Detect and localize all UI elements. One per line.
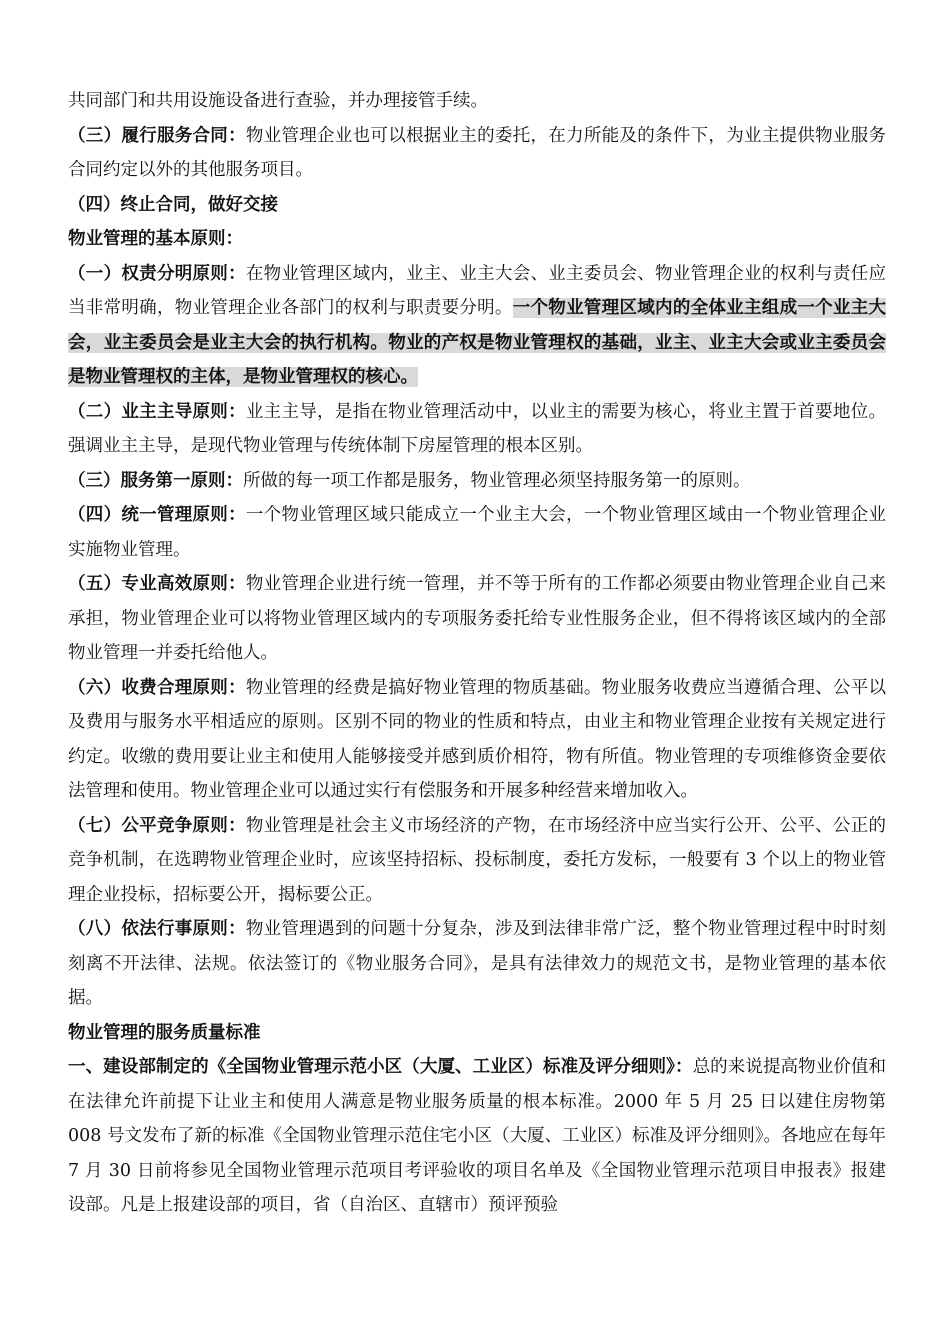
paragraph [68,498,886,567]
paragraph [68,222,886,257]
paragraph [68,912,886,1016]
text-run: 共同部门和共用设施设备进行查验，并办理接管手续。 [68,91,488,111]
highlighted-text: 一个物业管理区域内的全体业主组成一个业主大会，业主委员会是业主大会的执行机构。物业的产权是物业管理权的基础，业主、业主大会或业主委员会是物业管理权的主体，是物业管理权的核心。 [68,298,887,387]
section-title: 物业管理的基本原则： [68,229,243,249]
paragraph [68,671,886,809]
section-heading: （四）终止合同，做好交接 [68,194,278,215]
text-run: 物业管理是社会主义市场经济的产物，在市场经济中应当实行公开、公平、公正的竞争机制，在选聘物业管理企业时，应该坚持招标、投标制度，委托方发标，一般要有 3 个以上的物业管理企业投标，招标要公开，揭标要公正。 [68,815,886,905]
paragraph [68,1050,886,1223]
text-run: 物业管理企业进行统一管理，并不等于所有的工作都必须要由物业管理企业自己来承担，物业管理企业可以将物业管理区域内的专项服务委托给专业性服务企业，但不得将该区域内的全部物业管理一并委托给他人。 [68,574,886,663]
section-title: 物业管理的服务质量标准 [68,1022,261,1043]
section-heading: （八）依法行事原则： [68,919,246,939]
section-heading: （四）统一管理原则： [68,505,246,525]
section-heading: （三）履行服务合同： [68,125,246,146]
section-heading: 一、建设部制定的《全国物业管理示范小区（大厦、工业区）标准及评分细则》： [68,1057,693,1077]
paragraph [68,257,886,395]
text-run: 所做的每一项工作都是服务，物业管理必须坚持服务第一的原则。 [243,470,751,491]
document-page [68,84,886,1223]
text-run: 在物业管理区域内，业主、业主大会、业主委员会、物业管理企业的权利与责任应当非常明确，物业管理企业各部门的权利与职责要分明。 [68,263,886,318]
paragraph [68,395,886,464]
section-heading: （三）服务第一原则： [68,470,243,491]
text-run: 物业管理遇到的问题十分复杂，涉及到法律非常广泛，整个物业管理过程中时时刻刻离不开法律、法规。依法签订的《物业服务合同》，是具有法律效力的规范文书，是物业管理的基本依据。 [68,919,886,1008]
paragraph [68,119,886,188]
paragraph [68,188,886,223]
text-run: 总的来说提高物业价值和在法律允许前提下让业主和使用人满意是物业服务质量的根本标准。2000 年 5 月 25 日以建住房物第 008 号文发布了新的标准《全国物业管理示范住宅小区（大厦、工业区）标准及评分细则》。各地应在每年 7 月 30 日前将参见全国物业管理示范项目考评验收的项目名单及《全国物业管理示范项目申报表》报建设部。凡是上报建设部的项目，省（自治区、直辖市）预评预验 [68,1057,887,1215]
section-heading: （二）业主主导原则： [68,401,246,422]
section-heading: （六）收费合理原则： [68,677,246,698]
section-heading: （五）专业高效原则： [68,574,246,594]
section-heading: （一）权责分明原则： [68,263,246,284]
text-run: 物业管理的经费是搞好物业管理的物质基础。物业服务收费应当遵循合理、公平以及费用与服务水平相适应的原则。区别不同的物业的性质和特点，由业主和物业管理企业按有关规定进行约定。收缴的费用要让业主和使用人能够接受并感到质价相符，物有所值。物业管理的专项维修资金要依法管理和使用。物业管理企业可以通过实行有偿服务和开展多种经营来增加收入。 [68,677,886,801]
text-run: 业主主导，是指在物业管理活动中，以业主的需要为核心，将业主置于首要地位。强调业主主导，是现代物业管理与传统体制下房屋管理的根本区别。 [68,401,886,456]
paragraph [68,1016,886,1051]
section-heading: （七）公平竞争原则： [68,815,246,836]
paragraph [68,464,886,499]
paragraph [68,809,886,913]
text-run: 一个物业管理区域只能成立一个业主大会，一个物业管理区域由一个物业管理企业实施物业管理。 [68,505,886,560]
text-run: 物业管理企业也可以根据业主的委托，在力所能及的条件下，为业主提供物业服务合同约定以外的其他服务项目。 [68,125,886,180]
paragraph [68,84,886,119]
paragraph [68,567,886,671]
